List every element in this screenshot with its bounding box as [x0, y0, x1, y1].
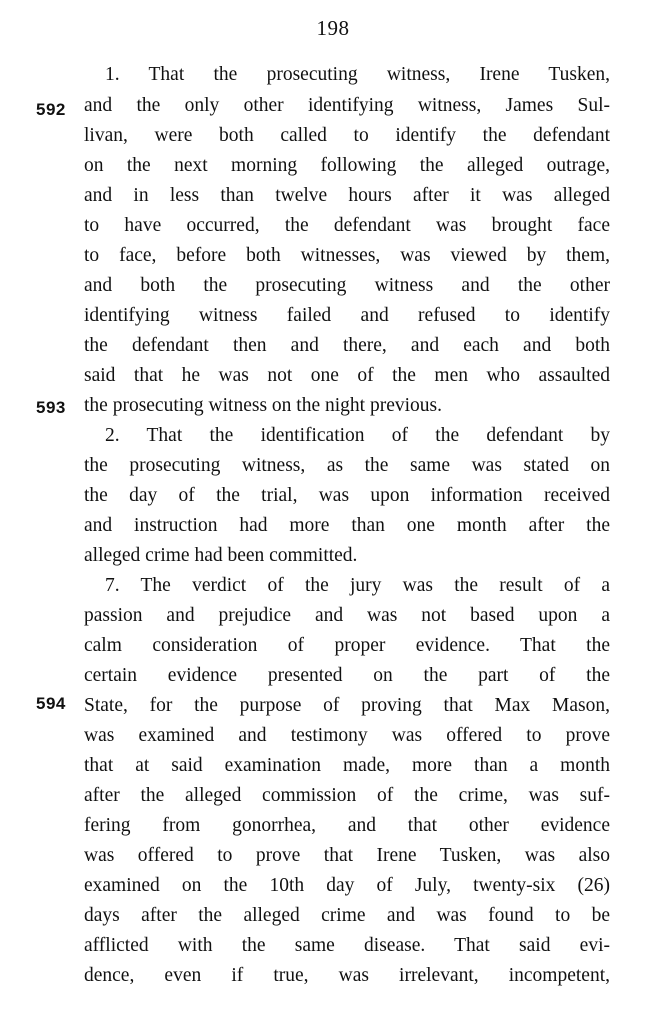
margin-line-number: 593 [36, 398, 66, 417]
page-number: 198 [316, 16, 350, 40]
text-line: was offered to prove that Irene Tusken, was also [84, 845, 610, 866]
text-line: State, for the purpose of proving that Max Mason, [84, 695, 610, 716]
text-line: calm consideration of proper evidence. That the [84, 635, 610, 656]
margin-line-number: 594 [36, 694, 66, 713]
text-line: and in less than twelve hours after it was alleged [84, 185, 610, 206]
text-line: to face, before both witnesses, was viewed by them, [84, 245, 610, 266]
text-line: 1. That the prosecuting witness, Irene Tusken, [105, 64, 610, 85]
text-line: 7. The verdict of the jury was the result of a [105, 575, 610, 596]
text-line: days after the alleged crime and was found to be [84, 905, 610, 926]
text-line: certain evidence presented on the part of the [84, 665, 610, 686]
text-line: after the alleged commission of the crime, was suf- [84, 785, 610, 806]
text-line: the day of the trial, was upon information received [84, 485, 610, 506]
text-line: passion and prejudice and was not based upon a [84, 605, 610, 626]
margin-line-number: 592 [36, 100, 66, 119]
text-line: the prosecuting witness on the night previous. [84, 395, 442, 416]
text-line: the defendant then and there, and each and both [84, 335, 610, 356]
text-line: identifying witness failed and refused to identify [84, 305, 610, 326]
text-line: to have occurred, the defendant was brought face [84, 215, 610, 236]
text-line: said that he was not one of the men who assaulted [84, 365, 610, 386]
text-line: the prosecuting witness, as the same was stated on [84, 455, 610, 476]
text-line: and the only other identifying witness, James Sul- [84, 95, 610, 116]
text-line: dence, even if true, was irrelevant, incompetent, [84, 965, 610, 986]
text-line: on the next morning following the alleged outrage, [84, 155, 610, 176]
text-line: 2. That the identification of the defendant by [105, 425, 610, 446]
text-line: and instruction had more than one month after the [84, 515, 610, 536]
text-line: examined on the 10th day of July, twenty-six (26) [84, 875, 610, 896]
text-line: was examined and testimony was offered to prove [84, 725, 610, 746]
text-line: alleged crime had been committed. [84, 545, 358, 566]
text-line: afflicted with the same disease. That said evi- [84, 935, 610, 956]
text-line: livan, were both called to identify the defendant [84, 125, 610, 146]
text-line: that at said examination made, more than a month [84, 755, 610, 776]
text-line: fering from gonorrhea, and that other evidence [84, 815, 610, 836]
text-line: and both the prosecuting witness and the other [84, 275, 610, 296]
